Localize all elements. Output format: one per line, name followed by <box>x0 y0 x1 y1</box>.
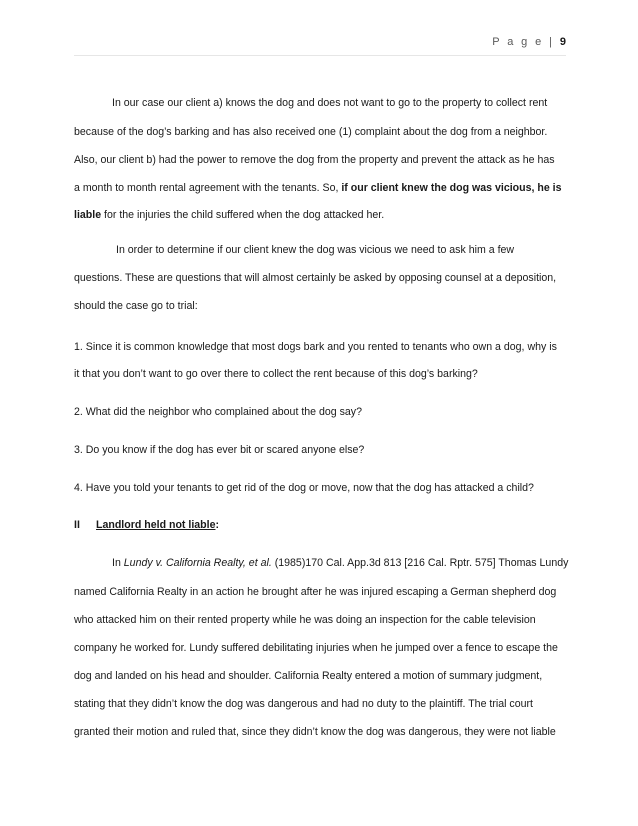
case-citation: Lundy v. California Realty, et al. <box>123 557 272 569</box>
section-colon: : <box>215 519 220 531</box>
question-item: 3. Do you know if the dog has ever bit or scared anyone else? <box>74 444 365 456</box>
paragraph-line: company he worked for. Lundy suffered debilitating injuries when he jumped over a fence to escape the <box>74 642 558 654</box>
page-number: 9 <box>559 36 566 48</box>
section-number: II <box>74 519 80 531</box>
paragraph-line: who attacked him on their rented property while he was doing an inspection for the cable television <box>74 614 536 626</box>
question-item: it that you don’t want to go over there to collect the rent because of this dog’s barking? <box>74 368 478 380</box>
paragraph-line <box>74 181 574 195</box>
bold-text: liable <box>74 209 102 221</box>
paragraph-line: named California Realty in an action he brought after he was injured escaping a German shepherd dog <box>74 586 557 598</box>
page-header <box>492 36 566 48</box>
paragraph-line: In our case our client a) knows the dog and does not want to go to the property to collect rent <box>112 97 548 109</box>
paragraph-line: should the case go to trial: <box>74 300 198 312</box>
question-item: 4. Have you told your tenants to get rid of the dog or move, now that the dog has attacked a child? <box>74 482 534 494</box>
text-run: a month to month rental agreement with the tenants. So, <box>74 182 342 194</box>
paragraph-line <box>74 208 574 222</box>
text-run: In <box>112 557 124 569</box>
question-item: 2. What did the neighbor who complained about the dog say? <box>74 406 362 418</box>
header-rule <box>74 55 566 56</box>
paragraph-line: granted their motion and ruled that, since they didn’t know the dog was dangerous, they were not liable <box>74 726 556 738</box>
paragraph-line: questions. These are questions that will almost certainly be asked by opposing counsel at a deposition, <box>74 272 557 284</box>
paragraph-line: Also, our client b) had the power to remove the dog from the property and prevent the attack as he has <box>74 154 555 166</box>
section-title: Landlord held not liable <box>96 519 216 531</box>
section-heading <box>96 519 219 531</box>
text-run: for the injuries the child suffered when the dog attacked her. <box>101 209 385 221</box>
text-run: (1985)170 Cal. App.3d 813 [216 Cal. Rptr. 575] Thomas Lundy <box>271 557 569 569</box>
paragraph-line: stating that they didn’t know the dog was dangerous and had no duty to the plaintiff. The trial court <box>74 698 533 710</box>
question-item: 1. Since it is common knowledge that most dogs bark and you rented to tenants who own a dog, why is <box>74 341 557 353</box>
paragraph-line: dog and landed on his head and shoulder. California Realty entered a motion of summary judgment, <box>74 670 543 682</box>
paragraph-line <box>112 556 612 570</box>
page-separator: | <box>549 36 555 48</box>
page-label: P a g e <box>492 36 544 48</box>
paragraph-line: In order to determine if our client knew the dog was vicious we need to ask him a few <box>116 244 515 256</box>
paragraph-line: because of the dog’s barking and has also received one (1) complaint about the dog from a neighbor. <box>74 126 548 138</box>
bold-text: if our client knew the dog was vicious, he is <box>341 182 562 194</box>
